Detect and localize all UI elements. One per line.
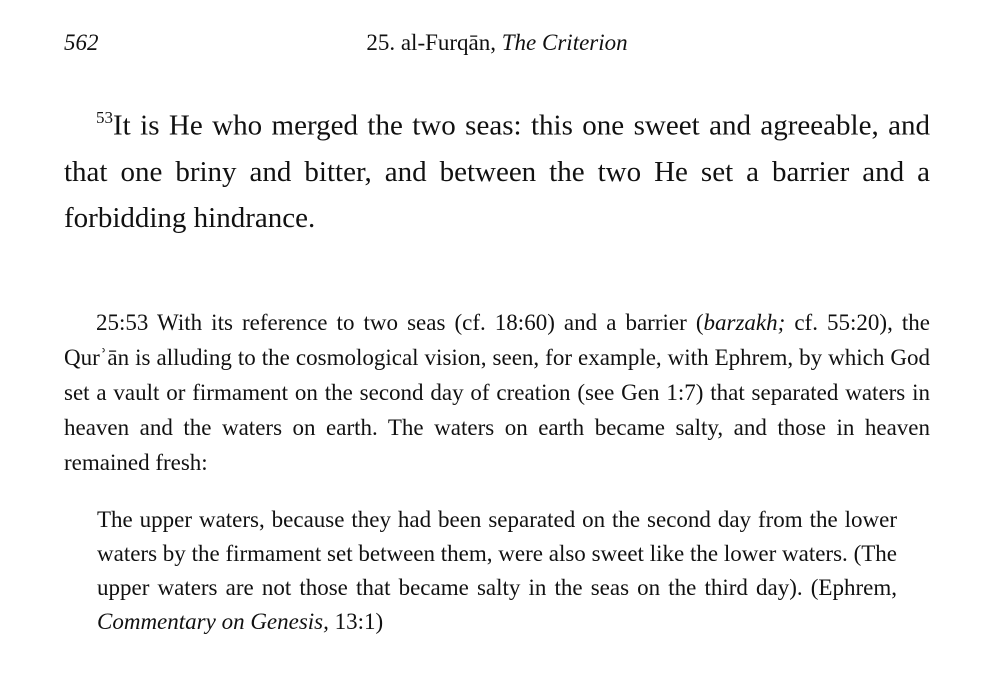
quote-source-reference: 13:1) (328, 609, 384, 634)
verse-text: It is He who merged the two seas: this one sweet and agreeable, and that one briny and bitter, and between the two He set a barrier and a forbidding hindrance. (64, 109, 930, 234)
quote-source-title: Commentary on Genesis, (97, 609, 329, 634)
block-quote (97, 503, 897, 639)
verse-paragraph (64, 96, 930, 241)
commentary-text-part-2: cf. 55:20), the Qurʾān is alluding to the cosmological vision, seen, for example, with Ephrem, by which God set a vault or firmament on the second day of creation (see Gen 1:7) that separated waters in heaven and the waters on earth. The waters on earth became salty, and those in heaven remained fresh: (64, 310, 930, 475)
commentary-text-part-1: 25:53 With its reference to two seas (cf. 18:60) and a barrier ( (96, 310, 704, 335)
surah-subtitle: The Criterion (501, 30, 628, 55)
commentary-term: barzakh; (703, 310, 786, 335)
surah-label: 25. al-Furqān, (366, 30, 497, 55)
quote-text: The upper waters, because they had been separated on the second day from the lower waters by the firmament set between them, were also sweet like the lower waters. (The upper waters are not those that became salty in the seas on the third day). (Ephrem, (97, 507, 897, 600)
running-title (64, 30, 930, 56)
commentary-paragraph (64, 305, 930, 480)
page-number: 562 (64, 30, 99, 55)
verse-number: 53 (96, 108, 113, 127)
page-header (64, 30, 930, 64)
